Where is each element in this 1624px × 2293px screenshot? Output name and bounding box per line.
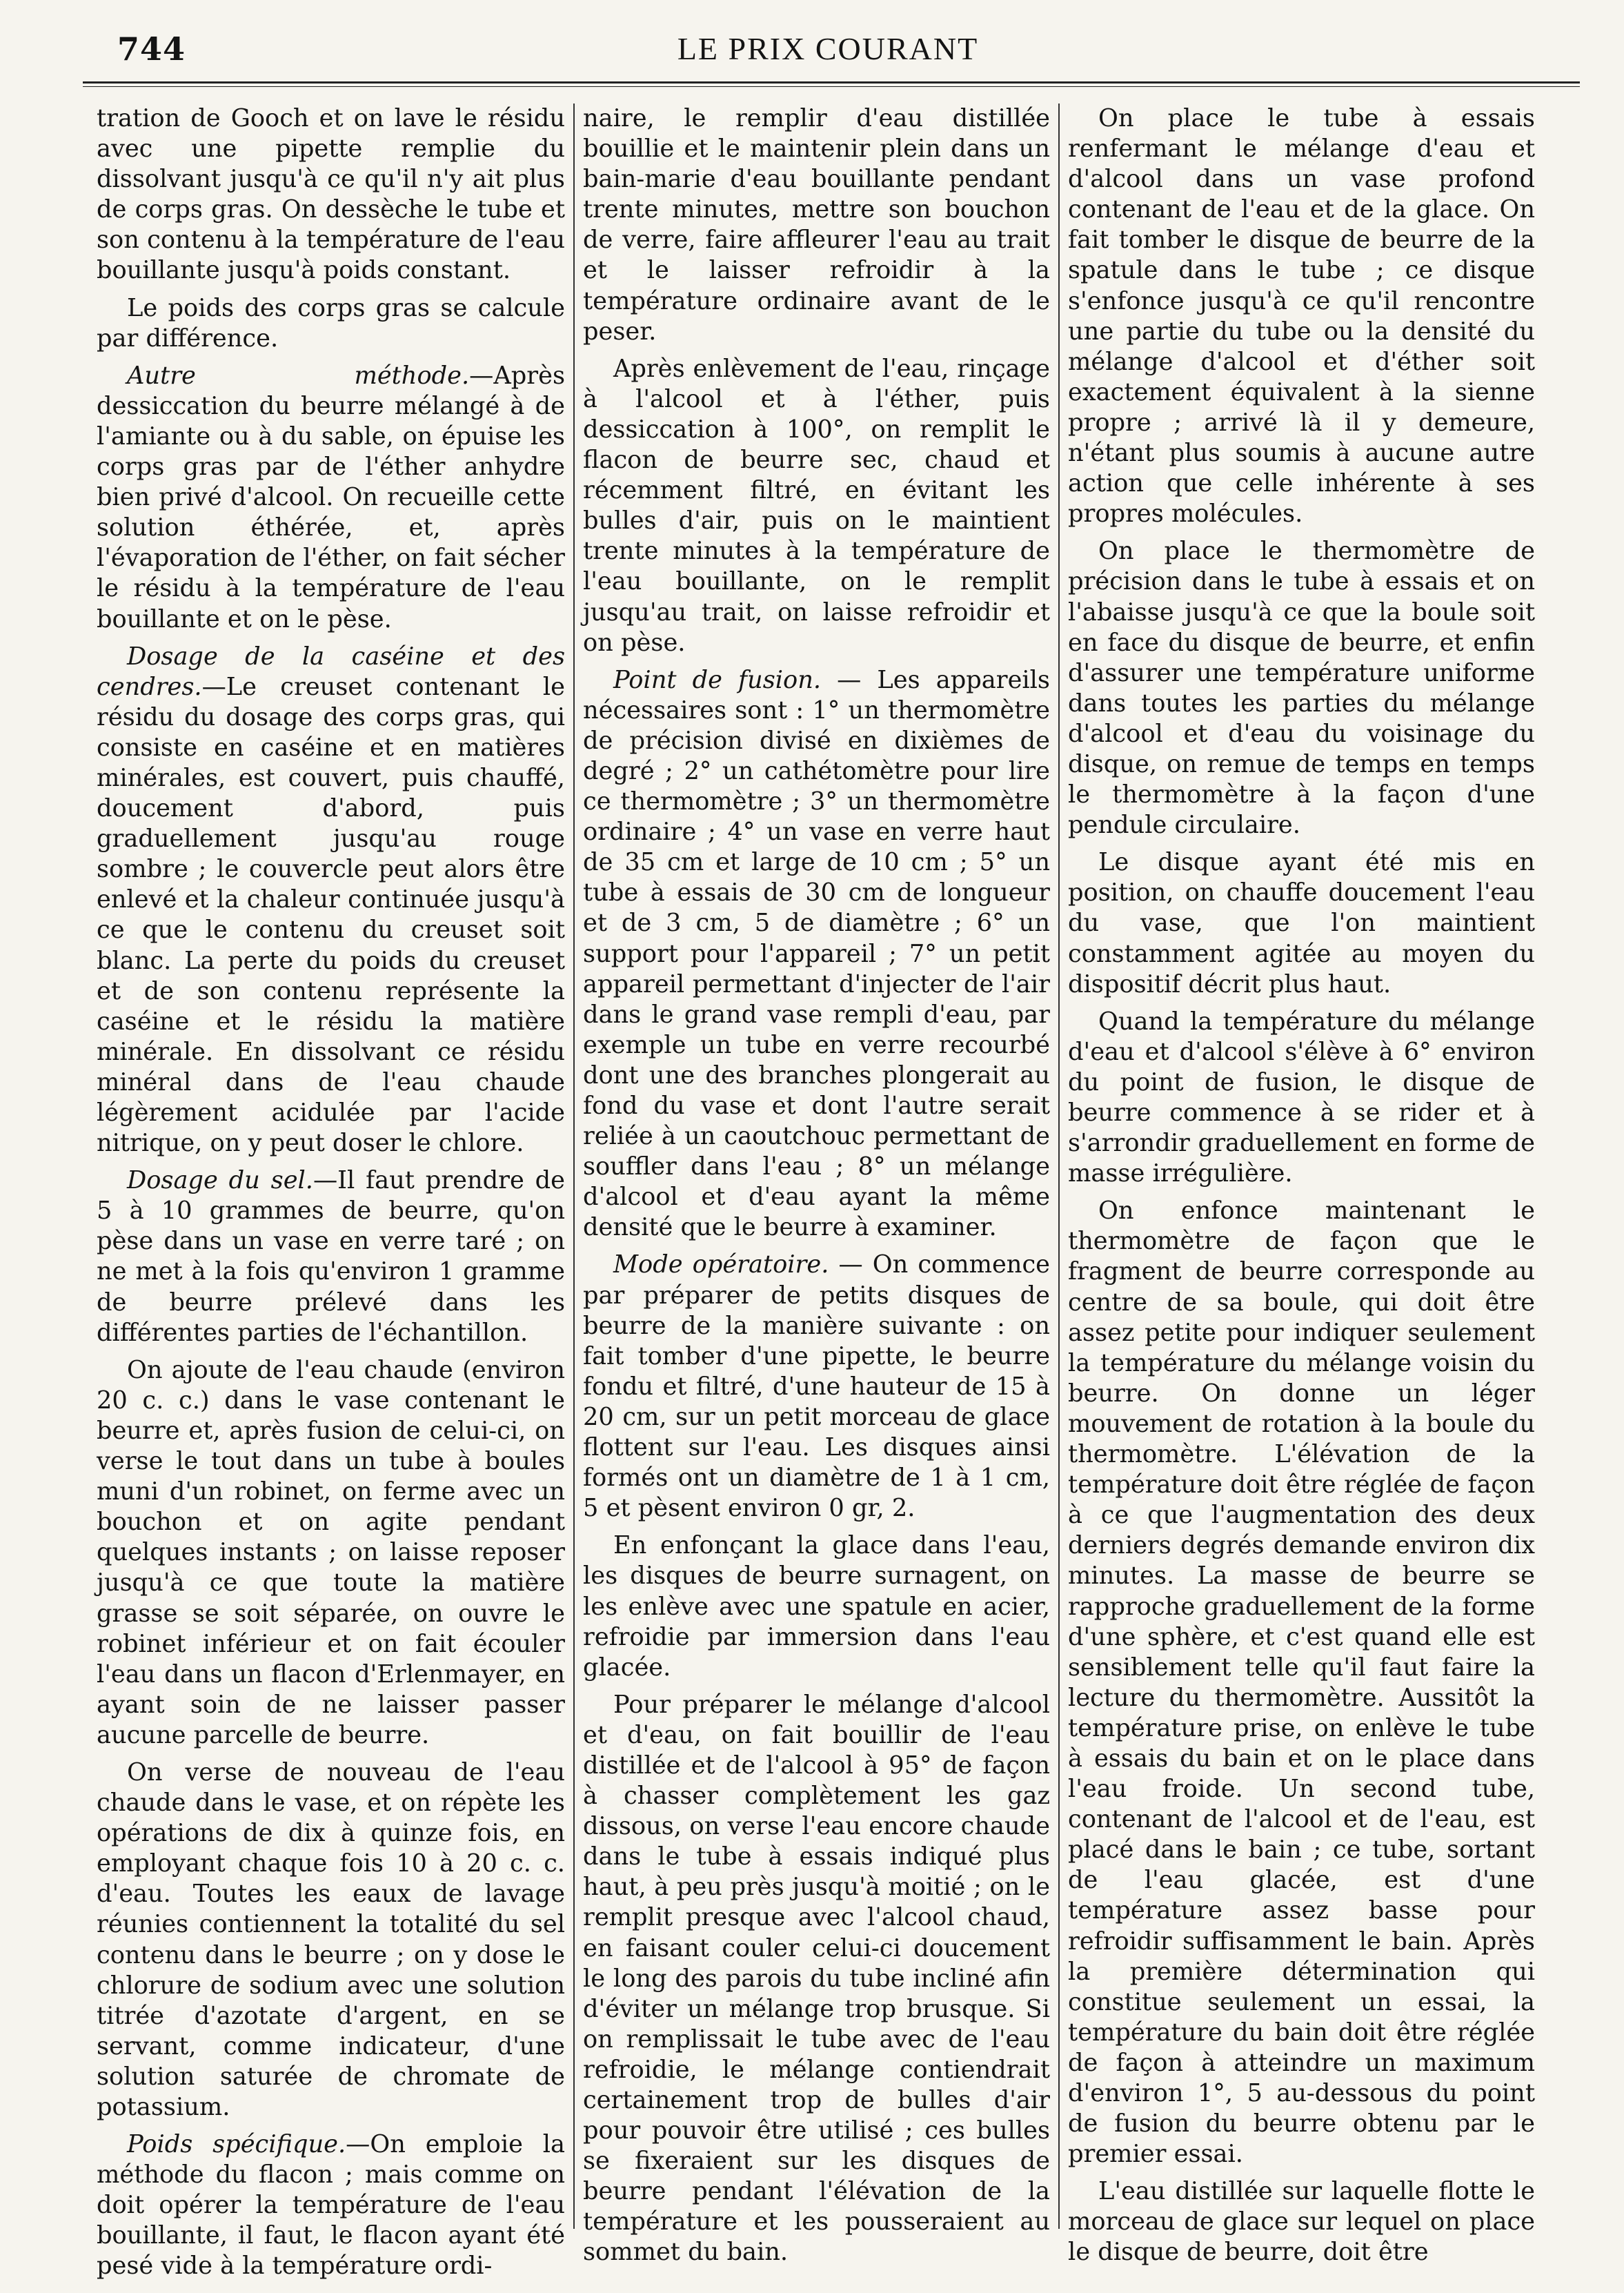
paragraph-text: naire, le remplir d'eau distillée bouillie et le maintenir plein dans un bain-marie d'eau bouillante pendant trente minutes, mettre son bouchon de verre, faire affleurer l'eau au trait et le laisser refroidir à la température ordinaire avant de le peser.: [583, 104, 1050, 346]
paragraph-heading: Dosage du sel.: [127, 1166, 313, 1195]
paragraph: [97, 1758, 565, 2123]
paragraph: [583, 665, 1050, 1243]
page-number: 744: [117, 30, 186, 68]
paragraph-text: — Les appareils nécessaires sont : 1° un thermomètre de précision divisé en dixièmes de degré ; 2° un cathétomètre pour lire ce thermomètre ; 3° un thermomètre ordinaire ; 4° un vase en verre haut de 35 cm et large de 10 cm ; 5° un tube à essais de 30 cm de longueur et de 3 cm, 5 de diamètre ; 6° un support pour l'appareil ; 7° un petit appareil permettant d'injecter de l'air dans le grand vase rempli d'eau, par exemple un tube en verre recourbé dont une des branches plongerait au fond du vase et dont l'autre serait reliée à un caoutchouc permettant de souffler dans l'eau ; 8° un mélange d'alcool et d'eau ayant la même densité que le beurre à examiner.: [583, 665, 1050, 1242]
paragraph: [97, 361, 565, 635]
paragraph: [97, 293, 565, 354]
paragraph-text: On ajoute de l'eau chaude (environ 20 c. c.) dans le vase contenant le beurre et, après fusion de celui-ci, on verse le tout dans un tube à boules muni d'un robinet, on ferme avec un bouchon et on agite pendant quelques instants ; on laisse reposer jusqu'à ce que toute la matière grasse se soit séparée, on ouvre le robinet inférieur et on fait écouler l'eau dans un flacon d'Erlenmayer, en ayant soin de ne laisser passer aucune parcelle de beurre.: [97, 1355, 565, 1749]
paragraph: [1068, 847, 1535, 999]
paragraph-heading: Autre méthode.: [127, 361, 470, 390]
paragraph: [583, 1690, 1050, 2268]
paragraph-text: Le disque ayant été mis en position, on chauffe doucement l'eau du vase, que l'on maintient constamment agitée au moyen du dispositif décrit plus haut.: [1068, 848, 1535, 998]
paragraph: [1068, 2176, 1535, 2267]
paragraph-text: On place le tube à essais renfermant le mélange d'eau et d'alcool dans un vase profond contenant de l'eau et de la glace. On fait tomber le disque de beurre de la spatule dans le tube ; ce disque s'enfonce jusqu'à ce qu'il rencontre une partie du tube ou la densité du mélange d'alcool et d'éther soit exactement équivalent à la sienne propre ; arrivé là il y demeure, n'étant plus soumis à aucune autre action que celle inhérente à ses propres molécules.: [1068, 104, 1535, 529]
paragraph-text: On enfonce maintenant le thermomètre de façon que le fragment de beurre corresponde au centre de sa boule, qui doit être assez petite pour indiquer seulement la température du mélange voisin du beurre. On donne un léger mouvement de rotation à la boule du thermomètre. L'élévation de la température doit être réglée de façon à ce que l'augmentation des deux derniers degrés demande environ dix minutes. La masse de beurre se rapproche graduellement de la forme d'une sphère, et c'est quand elle est sensiblement telle qu'il faut faire la lecture du thermomètre. Aussitôt la température prise, on enlève le tube à essais du bain et on le place dans l'eau froide. Un second tube, contenant de l'alcool et de l'eau, est placé dans le bain ; ce tube, sortant de l'eau glacée, est d'une température assez basse pour refroidir suffisamment le bain. Après la première détermination qui constitue seulement un essai, la température du bain doit être réglée de façon à atteindre un maximum d'environ 1°, 5 au-dessous du point de fusion du beurre obtenu par le premier essai.: [1068, 1197, 1535, 2169]
paragraph: [583, 1250, 1050, 1524]
paragraph-text: Quand la température du mélange d'eau et d'alcool s'élève à 6° environ du point de fusion, le disque de beurre commence à se rider et à s'arrondir graduellement en forme de masse irrégulière.: [1068, 1007, 1535, 1188]
paragraph-text: — On commence par préparer de petits disques de beurre de la manière suivante : on fait tomber d'une pipette, le beurre fondu et filtré, d'une hauteur de 15 à 20 cm, sur un petit morceau de glace flottent sur l'eau. Les disques ainsi formés ont un diamètre de 1 à 1 cm, 5 et pèsent environ 0 gr, 2.: [583, 1250, 1050, 1523]
paragraph-text: —Après dessiccation du beurre mélangé à de l'amiante ou à du sable, on épuise les corps gras par de l'éther anhydre bien privé d'alcool. On recueille cette solution éthérée, et, après l'évaporation de l'éther, on fait sécher le résidu à la température de l'eau bouillante et on le pèse.: [97, 361, 565, 633]
paragraph-heading: Mode opératoire.: [613, 1250, 829, 1279]
paragraph: [97, 642, 565, 1159]
paragraph: [1068, 536, 1535, 840]
paragraph: [97, 1355, 565, 1751]
paragraph: [97, 2129, 565, 2281]
column-2: [573, 104, 1058, 2267]
paragraph-text: On verse de nouveau de l'eau chaude dans le vase, et on répète les opérations de dix à quinze fois, en employant chaque fois 10 à 20 c. c. d'eau. Toutes les eaux de lavage réunies contiennent la totalité du sel contenu dans le beurre ; on y dose le chlorure de sodium avec une solution titrée d'azotate d'argent, en se servant, comme indicateur, d'une solution saturée de chromate de potassium.: [97, 1758, 565, 2121]
paragraph-heading: Point de fusion.: [613, 665, 822, 694]
paragraph: [583, 354, 1050, 658]
page-header: [76, 28, 1580, 76]
paragraph: [1068, 1196, 1535, 2169]
paragraph: [97, 104, 565, 286]
paragraph-text: L'eau distillée sur laquelle flotte le morceau de glace sur lequel on place le disque de beurre, doit être: [1068, 2177, 1535, 2267]
running-title: LE PRIX COURANT: [677, 31, 979, 66]
paragraph-text: Le poids des corps gras se calcule par différence.: [97, 293, 565, 353]
paragraph: [583, 104, 1050, 347]
column-3: [1058, 104, 1543, 2267]
paragraph-text: Après enlèvement de l'eau, rinçage à l'alcool et à l'éther, puis dessiccation à 100°, on remplit le flacon de beurre sec, chaud et récemment filtré, en évitant les bulles d'air, puis on le maintient trente minutes à la température de l'eau bouillante, on le remplit jusqu'au trait, on laisse refroidir et on pèse.: [583, 354, 1050, 657]
paragraph-text: tration de Gooch et on lave le résidu avec une pipette remplie du dissolvant jusqu'à ce qu'il n'y ait plus de corps gras. On dessèche le tube et son contenu à la température de l'eau bouillante jusqu'à poids constant.: [97, 104, 565, 285]
column-1: [88, 104, 573, 2281]
paragraph-text: Pour préparer le mélange d'alcool et d'eau, on fait bouillir de l'eau distillée et de l'alcool à 95° de façon à chasser complètement les gaz dissous, on verse l'eau encore chaude dans le tube à essais indiqué plus haut, à peu près jusqu'à moitié ; on le remplit presque avec l'alcool chaud, en faisant couler celui-ci doucement le long des parois du tube incliné afin d'éviter un mélange trop brusque. Si on remplissait le tube avec de l'eau refroidie, le mélange contiendrait certainement trop de bulles d'air pour pouvoir être utilisé ; ces bulles se fixeraient sur les disques de beurre pendant l'élévation de la température et les pousseraient au sommet du bain.: [583, 1690, 1050, 2267]
paragraph: [1068, 1007, 1535, 1190]
paragraph-heading: Poids spécifique.: [127, 2130, 346, 2159]
paragraph-heading: Dosage de la caséine et des cendres.: [97, 642, 565, 701]
header-rule: [83, 81, 1580, 87]
paragraph: [97, 1165, 565, 1348]
paragraph: [1068, 104, 1535, 529]
paragraph-text: On place le thermomètre de précision dans le tube à essais et on l'abaisse jusqu'à ce que la boule soit en face du disque de beurre, et enfin d'assurer une température uniforme dans toutes les parties du mélange d'alcool et d'eau du voisinage du disque, on remue de temps en temps le thermomètre à la façon d'une pendule circulaire.: [1068, 537, 1535, 840]
paragraph-text: —Il faut prendre de 5 à 10 grammes de beurre, qu'on pèse dans un vase en verre taré ; on ne met à la fois qu'environ 1 gramme de beurre prélevé dans les différentes parties de l'échantillon.: [97, 1166, 565, 1347]
text-columns: [88, 104, 1578, 2281]
paragraph-text: —Le creuset contenant le résidu du dosage des corps gras, qui consiste en caséine et en matières minérales, est couvert, puis chauffé, doucement d'abord, puis graduellement jusqu'au rouge sombre ; le couvercle peut alors être enlevé et la chaleur continuée jusqu'à ce que le contenu du creuset soit blanc. La perte du poids du creuset et de son contenu représente la caséine et le résidu la matière minérale. En dissolvant ce résidu minéral dans de l'eau chaude légèrement acidulée par l'acide nitrique, on y peut doser le chlore.: [97, 672, 565, 1158]
paragraph-text: En enfonçant la glace dans l'eau, les disques de beurre surnagent, on les enlève avec une spatule en acier, refroidie par immersion dans l'eau glacée.: [583, 1531, 1050, 1682]
paragraph-text: —On emploie la méthode du flacon ; mais comme on doit opérer la température de l'eau bouillante, il faut, le flacon ayant été pesé vide à la température ordi-: [97, 2130, 565, 2281]
paragraph: [583, 1531, 1050, 1682]
